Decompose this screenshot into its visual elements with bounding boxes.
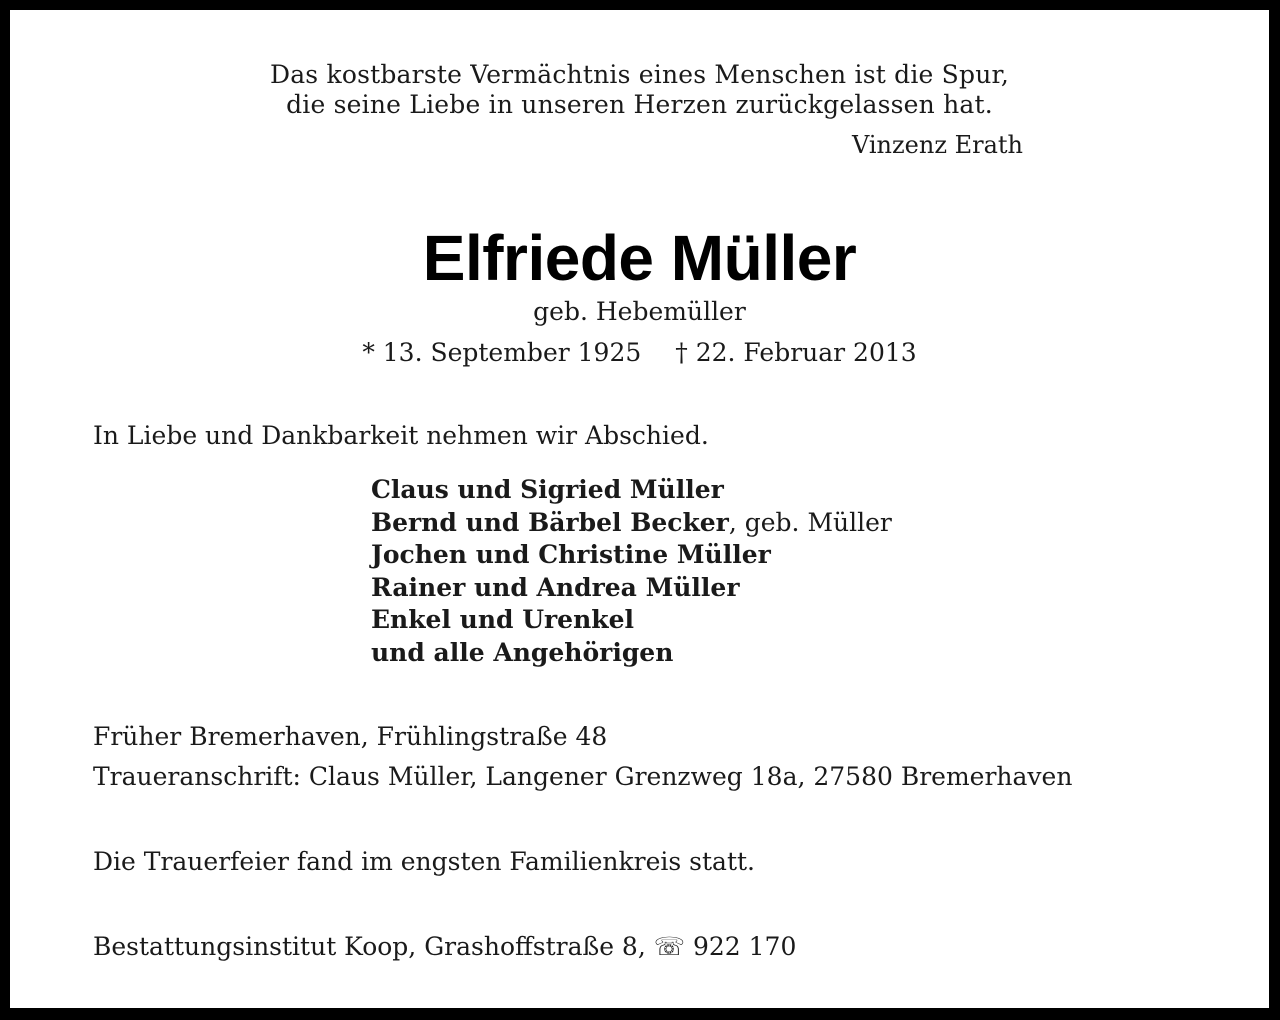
mourner-line [371,604,892,637]
memorial-quote [10,60,1269,120]
ceremony-note: Die Trauerfeier fand im engsten Familienkreis statt. [93,847,755,876]
mourner-name: Enkel und Urenkel [371,605,634,634]
mourner-line [371,539,892,572]
quote-author: Vinzenz Erath [851,131,1023,159]
mourner-name: Jochen und Christine Müller [371,540,771,569]
mourner-name: Rainer und Andrea Müller [371,572,740,602]
undertaker-phone: 922 170 [692,932,797,961]
undertaker-info [93,931,796,963]
mourner-suffix: , geb. Müller [728,507,892,537]
mourners-list [371,474,892,669]
mourner-line [371,637,892,670]
quote-line-1: Das kostbarste Vermächtnis eines Menschen ist die Spur, [269,60,1010,89]
telephone-icon: ☏ [653,932,686,961]
farewell-text: In Liebe und Dankbarkeit nehmen wir Abschied. [93,421,709,450]
undertaker-text: Bestattungsinstitut Koop, Grashoffstraße 8, [93,932,646,961]
mourner-name: Bernd und Bärbel Becker [371,507,729,537]
mourner-name: und alle Angehörigen [371,637,674,667]
mourner-name: Claus und Sigried Müller [371,475,724,504]
life-dates [10,337,1269,369]
death-date: † 22. Februar 2013 [675,338,917,367]
mourning-address: Traueranschrift: Claus Müller, Langener Grenzweg 18a, 27580 Bremerhaven [93,762,1073,791]
deceased-name: Elfriede Müller [422,222,857,294]
former-address: Früher Bremerhaven, Frühlingstraße 48 [93,722,608,751]
birth-date: * 13. September 1925 [362,338,642,367]
mourner-line [371,507,892,540]
mourner-line [371,474,892,507]
quote-line-2: die seine Liebe in unseren Herzen zurückgelassen hat. [286,90,993,119]
maiden-name: geb. Hebemüller [533,297,746,326]
obituary-notice [10,10,1269,1008]
mourner-line [371,572,892,605]
